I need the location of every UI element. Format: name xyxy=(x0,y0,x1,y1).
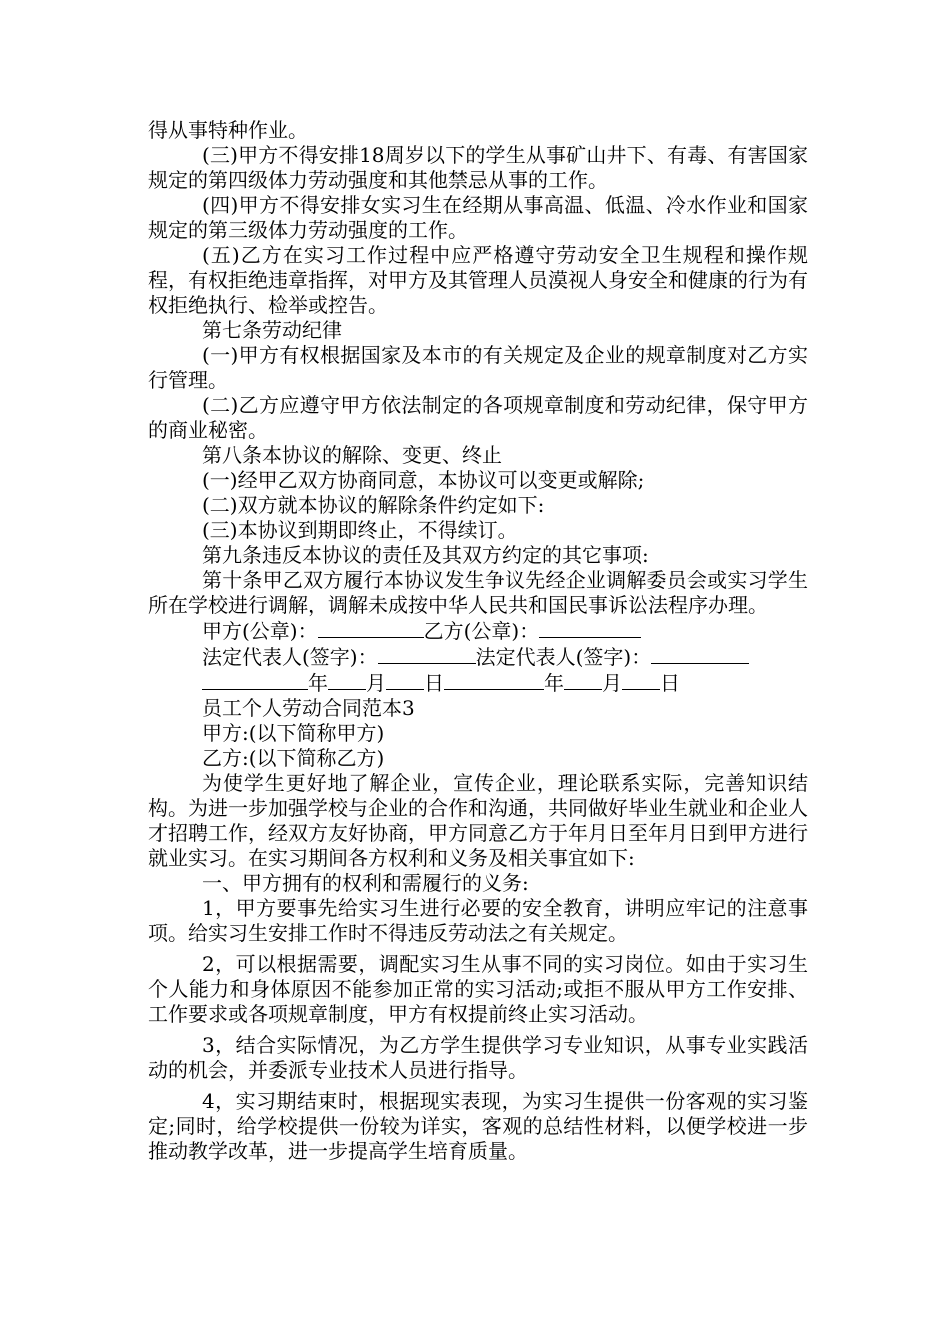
section-3-intro: 为使学生更好地了解企业，宣传企业，理论联系实际，完善知识结构。为进一步加强学校与企业的合作和沟通，共同做好毕业生就业和企业人才招聘工作，经双方友好协商，甲方同意乙方于年月日至年月日到甲方进行就业实习。在实习期间各方权利和义务及相关事宜如下: xyxy=(148,771,808,870)
rep-b-label: 法定代表人(签字)： xyxy=(475,645,652,669)
section-3-item-1: 1，甲方要事先给实习生进行必要的安全教育，讲明应牢记的注意事项。给实习生安排工作时不得违反劳动法之有关规定。 xyxy=(148,896,808,945)
month-b-blank xyxy=(564,670,602,690)
party-a-seal-blank xyxy=(318,618,424,638)
section-3-item-4: 4，实习期结束时，根据现实表现，为实习生提供一份客观的实习鉴定;同时，给学校提供一份较为详实，客观的总结性材料，以便学校进一步推动教学改革，进一步提高学生培育质量。 xyxy=(148,1089,808,1163)
section-3-party-a: 甲方:(以下简称甲方) xyxy=(202,721,385,745)
section-3-party-b: 乙方:(以下简称乙方) xyxy=(202,746,385,770)
article-10: 第十条甲乙双方履行本协议发生争议先经企业调解委员会或实习学生所在学校进行调解，调解未成按中华人民共和国民事诉讼法程序办理。 xyxy=(148,568,808,617)
year-a-label: 年 xyxy=(308,671,328,695)
article-8-heading: 第八条本协议的解除、变更、终止 xyxy=(202,443,502,467)
rep-a-blank xyxy=(378,644,476,664)
day-a-blank xyxy=(386,670,424,690)
party-b-seal-blank xyxy=(539,618,641,638)
signature-seal-line xyxy=(148,618,808,644)
month-b-label: 月 xyxy=(602,671,622,695)
article-9: 第九条违反本协议的责任及其双方约定的其它事项: xyxy=(202,543,649,567)
section-3-title: 员工个人劳动合同范本3 xyxy=(202,696,415,720)
signature-rep-line xyxy=(148,644,808,670)
month-a-blank xyxy=(328,670,366,690)
day-b-label: 日 xyxy=(660,671,680,695)
section-3-item-2: 2，可以根据需要，调配实习生从事不同的实习岗位。如由于实习生个人能力和身体原因不能参加正常的实习活动;或拒不服从甲方工作安排、工作要求或各项规章制度，甲方有权提前终止实习活动。 xyxy=(148,952,808,1026)
rep-b-blank xyxy=(651,644,749,664)
section-3-heading-1: 一、甲方拥有的权利和需履行的义务: xyxy=(202,871,529,895)
clause-8-1: (一)经甲乙双方协商同意，本协议可以变更或解除; xyxy=(202,468,645,492)
signature-date-line xyxy=(148,670,808,696)
section-3-item-3: 3，结合实际情况，为乙方学生提供学习专业知识，从事专业实践活动的机会，并委派专业技术人员进行指导。 xyxy=(148,1033,808,1082)
document-body xyxy=(148,118,808,1164)
paragraph-continued: 得从事特种作业。 xyxy=(148,118,308,142)
day-a-label: 日 xyxy=(424,671,444,695)
clause-6-5: (五)乙方在实习工作过程中应严格遵守劳动安全卫生规程和操作规程，有权拒绝违章指挥，对甲方及其管理人员漠视人身安全和健康的行为有权拒绝执行、检举或控告。 xyxy=(148,243,808,317)
clause-8-3: (三)本协议到期即终止，不得续订。 xyxy=(202,518,518,542)
article-7-heading: 第七条劳动纪律 xyxy=(202,318,342,342)
year-b-label: 年 xyxy=(544,671,564,695)
party-b-seal-label: 乙方(公章)： xyxy=(423,619,540,643)
year-b-blank xyxy=(444,670,544,690)
clause-8-2: (二)双方就本协议的解除条件约定如下: xyxy=(202,493,545,517)
rep-a-label: 法定代表人(签字)： xyxy=(202,645,378,669)
party-a-seal-label: 甲方(公章)： xyxy=(202,619,318,643)
year-a-blank xyxy=(202,670,308,690)
clause-6-3: (三)甲方不得安排18周岁以下的学生从事矿山井下、有毒、有害国家规定的第四级体力劳动强度和其他禁忌从事的工作。 xyxy=(148,143,808,192)
day-b-blank xyxy=(622,670,660,690)
clause-6-4: (四)甲方不得安排女实习生在经期从事高温、低温、冷水作业和国家规定的第三级体力劳动强度的工作。 xyxy=(148,193,808,242)
clause-7-1: (一)甲方有权根据国家及本市的有关规定及企业的规章制度对乙方实行管理。 xyxy=(148,343,808,392)
clause-7-2: (二)乙方应遵守甲方依法制定的各项规章制度和劳动纪律，保守甲方的商业秘密。 xyxy=(148,393,808,442)
month-a-label: 月 xyxy=(366,671,386,695)
